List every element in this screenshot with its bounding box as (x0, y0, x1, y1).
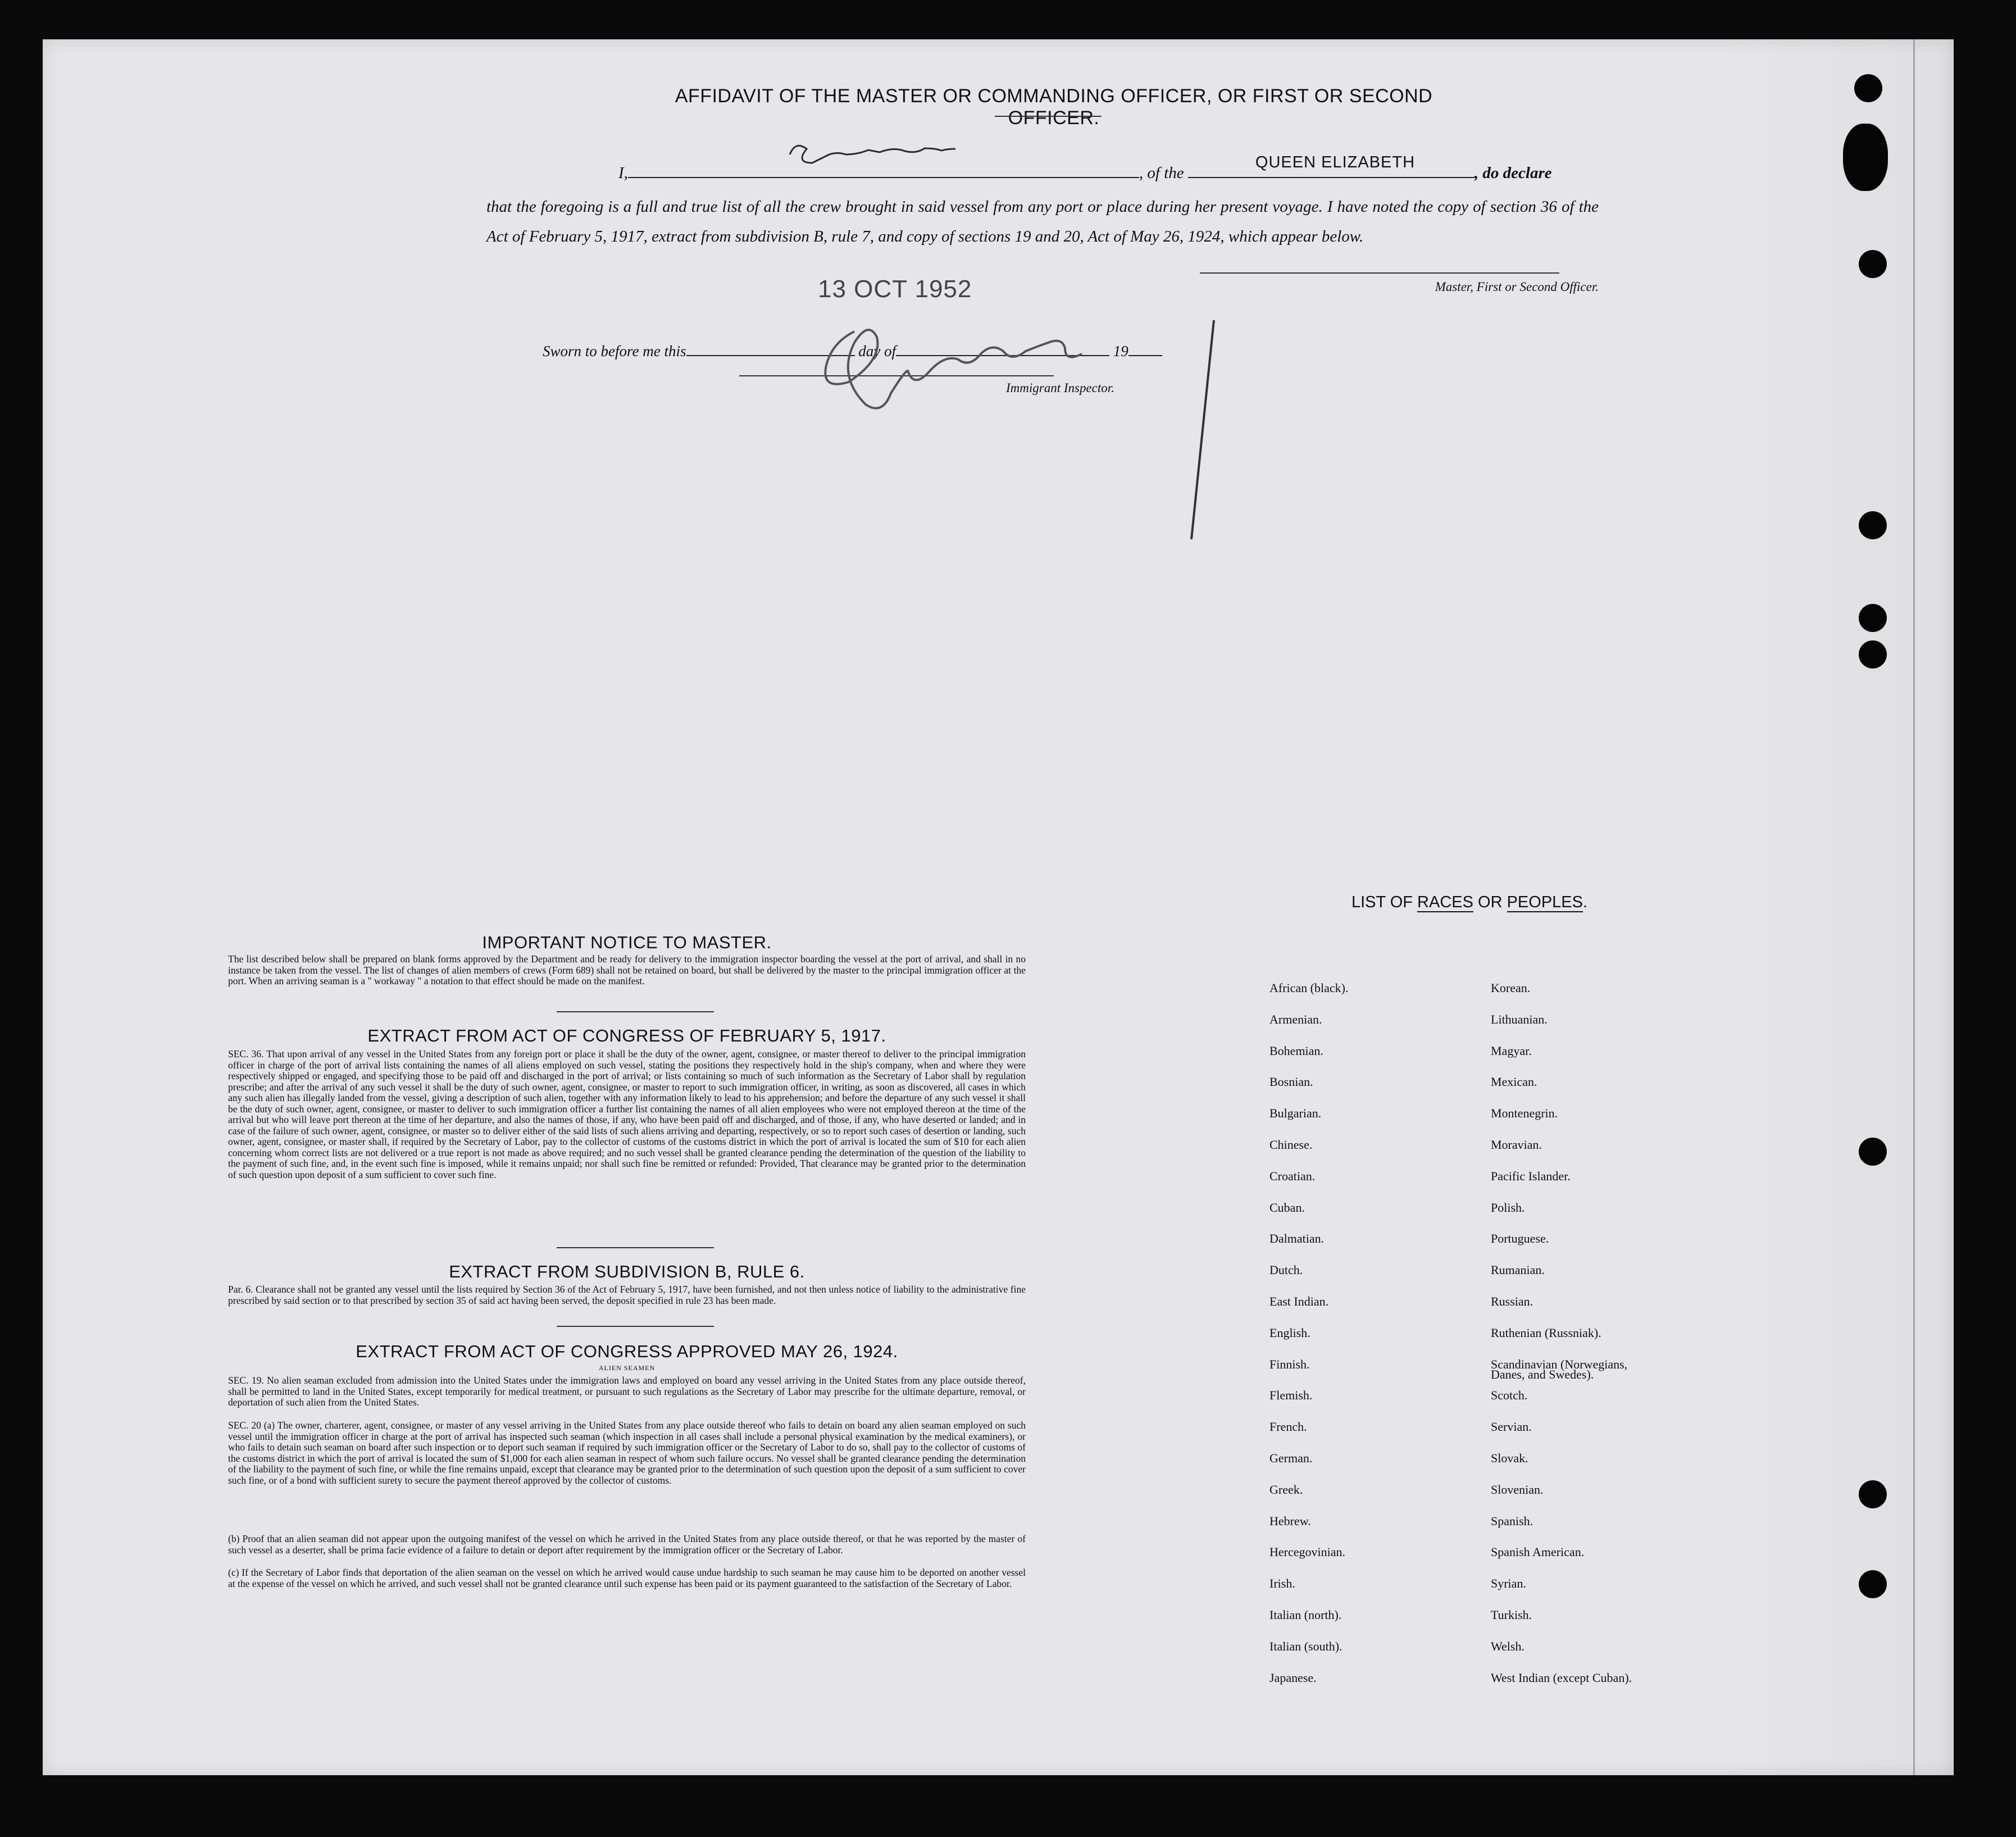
race-item: Italian (north). (1269, 1608, 1342, 1622)
race-item: Italian (south). (1269, 1639, 1343, 1653)
divider-3 (557, 1326, 714, 1327)
binder-hole (1859, 511, 1887, 539)
i-label: I, (618, 164, 628, 182)
races-title-peoples: PEOPLES (1507, 893, 1583, 911)
do-declare-label: , do declare (1474, 164, 1552, 182)
race-item: Cuban. (1269, 1201, 1305, 1215)
races-title-end: . (1583, 893, 1588, 911)
race-item: Slovenian. (1491, 1483, 1544, 1497)
date-stamp: 13 OCT 1952 (818, 275, 972, 303)
document-sheet (43, 39, 1954, 1775)
race-item: Hebrew. (1269, 1514, 1311, 1528)
of-the-label: , of the (1139, 164, 1184, 182)
races-title (1301, 893, 1638, 912)
race-item: Mexican. (1491, 1075, 1537, 1089)
race-item: Servian. (1491, 1420, 1532, 1434)
extract-1917-text: SEC. 36. That upon arrival of any vessel in the United States from any foreign port or place it shall be the duty of the owner, agent, consignee, or master thereof to deliver to the principal immigration officer in charge of the port of arrival lists containing the names of all aliens employed on such vessel, stating the positions they respectively hold in the ship's company, when and where they were respectively shipped or engaged, and specifying those to be paid off and discharged in the port of arrival; or lists containing so much of such information as the Secretary of Labor shall by regulation prescribe; and after the arrival of any such vessel it shall be the duty of such owner, agent, consignee, or master to report to such immigration officer, in writing, as soon as discovered, all cases in which any such alien has illegally landed from the vessel, giving a description of such alien, together with any information likely to lead to his apprehension; and before the departure of any such vessel it shall be the duty of such owner, agent, consignee, or master to deliver to such immigration officer a further list containing the names of all alien employees who were not employed thereon at the time of the arrival but who will leave port thereon at the time of her departure, and also the names of those, if any, who have been paid off and discharged, and of those, if any, who have deserted or landed; and in case of the failure of such owner, agent, consignee, or master so to deliver either of the said lists of such aliens arriving and departing, respectively, or so to report such cases of desertion or landing, such owner, agent, consignee, or master shall, if required by the Secretary of Labor, pay to the collector of customs of the customs district in which the port of arrival is located the sum of $10 for each alien concerning whom correct lists are not delivered or a true report is not made as above required; and no such vessel shall be granted clearance pending the determination of the question of the liability to the payment of such fine, and, in the event such fine is imposed, while it remains unpaid; nor shall such fine be remitted or refunded: Provided, That clearance may be granted prior to the determination of such question upon deposit of a sum sufficient to cover such fine. (228, 1048, 1026, 1180)
binder-hole (1859, 250, 1887, 278)
year-prefix: 19 (1113, 343, 1128, 360)
race-item: Bulgarian. (1269, 1106, 1322, 1120)
race-item: Lithuanian. (1491, 1012, 1548, 1026)
races-title-pre: LIST OF (1351, 893, 1418, 911)
race-item: Magyar. (1491, 1044, 1532, 1058)
binder-hole (1859, 1480, 1887, 1508)
race-item: Pacific Islander. (1491, 1169, 1571, 1183)
race-item: Dalmatian. (1269, 1231, 1325, 1245)
extract-rule6-text: Par. 6. Clearance shall not be granted any vessel until the lists required by Section 36 of the Act of February 5, 1917, have been furnished, and not then unless notice of liability to the administrative fine prescribed by said section or to that prescribed by section 35 of said act having been served, the deposit specified in rule 23 has been made. (228, 1284, 1026, 1306)
race-item: Ruthenian (Russniak). (1491, 1326, 1601, 1340)
race-item: Irish. (1269, 1576, 1295, 1590)
race-item: Scotch. (1491, 1388, 1528, 1402)
race-item: French. (1269, 1420, 1307, 1434)
race-item: Bohemian. (1269, 1044, 1323, 1058)
race-item: Hercegovinian. (1269, 1545, 1345, 1559)
notice-text: The list described below shall be prepared on blank forms approved by the Department and be ready for delivery to the immigration inspector boarding the vessel at the port of arrival, and shall in no instance be taken from the vessel. The list of changes of alien members of crews (Form 689) shall not be retained on board, but shall be delivered by the master to the principal immigration officer at the port. When an arriving seaman is a " workaway " a notation to that effect should be made on the manifest. (228, 953, 1026, 986)
binder-hole (1859, 1570, 1887, 1598)
extract-1924-subtitle: ALIEN SEAMEN (598, 1364, 656, 1372)
race-item: Russian. (1491, 1294, 1533, 1308)
master-signature (790, 145, 955, 163)
race-item: Portuguese. (1491, 1231, 1549, 1245)
race-item: Greek. (1269, 1483, 1303, 1497)
inspector-label: Immigrant Inspector. (1006, 381, 1114, 395)
races-title-mid: OR (1473, 893, 1507, 911)
signature-stroke (1191, 320, 1214, 539)
sworn-label: Sworn to before me this (543, 343, 686, 360)
race-item: Croatian. (1269, 1169, 1316, 1183)
race-item: Welsh. (1491, 1639, 1524, 1653)
extract-1924-sec20a: SEC. 20 (a) The owner, charterer, agent, consignee, or master of any vessel arriving in the United States from any place outside thereof who fails to detain on board any alien seaman employed on such vessel until the immigration officer in charge at the port of arrival has inspected such seaman (which inspection in all cases shall include a personal physical examination by the medical examiners), or who fails to detain such seaman on board after such inspection or to deport such seaman if required by such immigration officer or the Secretary of Labor to do so, shall pay to the collector of customs of the customs district in which the port of arrival is located the sum of $1,000 for each alien seaman in respect of whom such failure occurs. No vessel shall be granted clearance pending the determination of the liability to the payment of such fine, or while the fine remains unpaid, except that clearance may be granted prior to the determination of such question upon the deposit of a sum sufficient to cover such fine, or of a bond with sufficient surety to secure the payment thereof approved by the collector of customs. (228, 1420, 1026, 1486)
extract-1924-sec20c: (c) If the Secretary of Labor finds that deportation of the alien seaman on the vessel on which he arrived would cause undue hardship to such seaman he may cause him to be deported on another vessel at the expense of the vessel on which he arrived, and such vessel shall not be granted clearance until such expense has been paid or its payment guaranteed to the satisfaction of the Secretary of Labor. (228, 1567, 1026, 1589)
extract-rule6-title: EXTRACT FROM SUBDIVISION B, RULE 6. (449, 1262, 805, 1281)
race-item: Montenegrin. (1491, 1106, 1558, 1120)
affidavit-body: that the foregoing is a full and true list of all the crew brought in said vessel from any port or place during her present voyage. I have noted the copy of section 36 of the Act of February 5, 1917, extract from subdivision B, rule 7, and copy of sections 19 and 20, Act of May 26, 1924, which appear below. (486, 198, 1599, 245)
inspector-signature (825, 330, 1082, 408)
race-scandinavian-continued: Danes, and Swedes). (1491, 1367, 1594, 1381)
race-item: Dutch. (1269, 1263, 1303, 1277)
races-title-races: RACES (1417, 893, 1473, 911)
race-item: Polish. (1491, 1201, 1525, 1215)
binder-hole (1859, 604, 1887, 632)
vessel-name: QUEEN ELIZABETH (1255, 153, 1416, 171)
race-item: East Indian. (1269, 1294, 1329, 1308)
race-item: Armenian. (1269, 1012, 1322, 1026)
race-item: Syrian. (1491, 1576, 1526, 1590)
page-edge (1913, 39, 1915, 1775)
extract-1917-title: EXTRACT FROM ACT OF CONGRESS OF FEBRUARY 5, 1917. (367, 1026, 886, 1045)
race-item: Finnish. (1269, 1357, 1310, 1371)
race-item: Spanish American. (1491, 1545, 1585, 1559)
race-item: English. (1269, 1326, 1310, 1340)
binder-hole (1843, 124, 1888, 191)
master-signature-label: Master, First or Second Officer. (1435, 280, 1599, 294)
divider-2 (557, 1247, 714, 1248)
race-item: African (black). (1269, 981, 1349, 995)
race-item: Scandinavian (Norwegians, (1491, 1357, 1628, 1371)
day-of-label: day of (858, 343, 896, 360)
notice-title: IMPORTANT NOTICE TO MASTER. (482, 933, 772, 952)
race-item: Chinese. (1269, 1138, 1313, 1152)
affidavit-title-text: AFFIDAVIT OF THE MASTER OR COMMANDING OFFICER, OR FIRST OR SECOND OFFICER. (675, 85, 1433, 129)
race-item: German. (1269, 1451, 1313, 1465)
extract-1924-sec19: SEC. 19. No alien seaman excluded from admission into the United States under the immigration laws and employed on board any vessel arriving in the United States from any place outside thereof, shall be permitted to land in the United States, except temporarily for medical treatment, or pursuant to such regulations as the Secretary of Labor may prescribe for the ultimate departure, removal, or deportation of such alien from the United States. (228, 1375, 1026, 1408)
race-item: Korean. (1491, 981, 1531, 995)
binder-hole (1859, 640, 1887, 669)
binder-hole (1859, 1138, 1887, 1166)
extract-1924-sec20b: (b) Proof that an alien seaman did not appear upon the outgoing manifest of the vessel on which he arrived in the United States from any place outside thereof, or that he was reported by the master of such vessel as a deserter, shall be prima facie evidence of a failure to detain or deport after requirement by the immigration officer or the Secretary of Labor. (228, 1533, 1026, 1556)
race-item: Flemish. (1269, 1388, 1313, 1402)
race-item: Turkish. (1491, 1608, 1532, 1622)
race-item: West Indian (except Cuban). (1491, 1671, 1632, 1685)
race-item: Moravian. (1491, 1138, 1542, 1152)
race-item: Spanish. (1491, 1514, 1533, 1528)
handwritten-signatures (43, 39, 1954, 545)
race-item: Slovak. (1491, 1451, 1528, 1465)
race-item: Rumanian. (1491, 1263, 1545, 1277)
binder-hole (1854, 74, 1882, 102)
race-item: Bosnian. (1269, 1075, 1313, 1089)
race-item: Japanese. (1269, 1671, 1317, 1685)
divider-1 (557, 1011, 714, 1012)
extract-1924-title: EXTRACT FROM ACT OF CONGRESS APPROVED MAY 26, 1924. (356, 1342, 898, 1361)
